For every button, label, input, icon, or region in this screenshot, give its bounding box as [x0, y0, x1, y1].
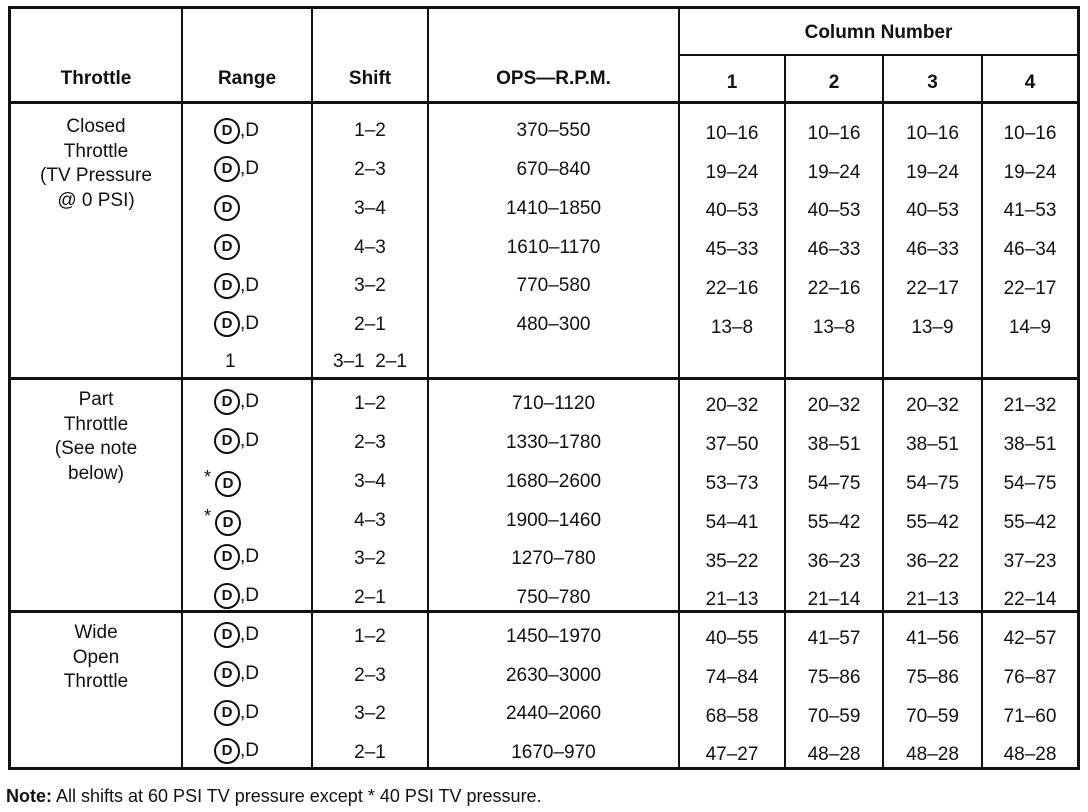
column-3-cell: 46–33 — [906, 239, 959, 260]
drive-range-icon: D — [214, 738, 240, 764]
shift-speed-table — [8, 6, 1080, 770]
column-1-cell: 22–16 — [705, 278, 759, 299]
column-1-cell: 54–41 — [705, 512, 759, 533]
column-2-cell: 19–24 — [807, 162, 861, 183]
range-suffix: ,D — [240, 313, 259, 335]
column-2-cell: 46–33 — [807, 239, 861, 260]
throttle-header: Throttle — [60, 68, 132, 89]
column-3-cell: 19–24 — [906, 162, 959, 183]
drive-range-icon: D — [215, 471, 241, 497]
range-cell — [214, 118, 259, 144]
column-2-cell: 21–14 — [807, 589, 861, 610]
drive-range-icon: D — [214, 389, 240, 415]
shift-header: Shift — [348, 68, 392, 89]
ops-rpm-cell: 370–550 — [516, 120, 591, 141]
column-2-cell: 75–86 — [807, 667, 861, 688]
range-suffix: ,D — [240, 585, 259, 607]
ops-rpm-cell: 710–1120 — [511, 393, 596, 414]
column-divider — [181, 9, 183, 767]
ops-rpm-cell: 1410–1850 — [505, 198, 602, 219]
range-cell — [214, 195, 240, 221]
range-suffix: ,D — [240, 546, 259, 568]
ops-rpm-cell: 670–840 — [516, 159, 591, 180]
column-1-cell: 21–13 — [705, 589, 759, 610]
column-1-cell: 37–50 — [705, 434, 759, 455]
ops-rpm-cell: 480–300 — [516, 314, 591, 335]
note-label: Note: — [6, 786, 52, 806]
header-bottom-rule — [11, 101, 1077, 104]
throttle-line: Throttle — [63, 140, 129, 162]
drive-range-icon: D — [214, 156, 240, 182]
throttle-line: Open — [72, 646, 120, 668]
range-header: Range — [217, 68, 277, 89]
column-4-cell: 10–16 — [1003, 123, 1057, 144]
column-4-cell: 14–9 — [1008, 317, 1052, 338]
column-4-cell: 46–34 — [1003, 239, 1057, 260]
shift-cell: 1–2 — [354, 120, 386, 141]
column-1-cell: 68–58 — [705, 706, 759, 727]
range-cell — [214, 700, 259, 726]
range-cell: 1 — [225, 351, 236, 372]
shift-cell: 4–3 — [354, 237, 386, 258]
ops-rpm-header: OPS—R.P.M. — [496, 68, 611, 89]
range-suffix: ,D — [240, 275, 259, 297]
column-2-cell: 41–57 — [807, 628, 861, 649]
shift-cell: 3–2 — [354, 548, 386, 569]
drive-range-icon: D — [214, 118, 240, 144]
drive-range-icon: D — [214, 622, 240, 648]
drive-range-icon: D — [214, 311, 240, 337]
column-3-cell: 36–22 — [906, 551, 959, 572]
column-1-cell: 53–73 — [705, 473, 759, 494]
column-4-cell: 54–75 — [1003, 473, 1057, 494]
shift-cell: 3–2 — [354, 703, 386, 724]
column-4-cell: 55–42 — [1003, 512, 1057, 533]
column-2-cell: 38–51 — [807, 434, 861, 455]
column-4-cell: 48–28 — [1003, 744, 1057, 765]
ops-rpm-cell: 1270–780 — [511, 548, 596, 569]
throttle-cell — [11, 621, 181, 695]
column-1-cell: 13–8 — [710, 317, 754, 338]
column-3-cell: 41–56 — [906, 628, 959, 649]
throttle-line: @ 0 PSI) — [57, 189, 135, 211]
shift-cell: 2–3 — [354, 665, 386, 686]
asterisk-marker: * — [204, 467, 212, 487]
range-cell — [214, 156, 259, 182]
shift-cell: 1–2 — [354, 626, 386, 647]
range-suffix: ,D — [240, 158, 259, 180]
column-4-header: 4 — [1024, 72, 1036, 93]
ops-rpm-cell: 1610–1170 — [506, 237, 601, 258]
column-2-cell: 55–42 — [807, 512, 861, 533]
range-suffix: ,D — [240, 430, 259, 452]
range-cell — [214, 389, 259, 415]
shift-cell: 2–1 — [354, 742, 386, 763]
drive-range-icon: D — [215, 510, 241, 536]
column-1-cell: 45–33 — [705, 239, 759, 260]
range-suffix: ,D — [240, 740, 259, 762]
column-4-cell: 38–51 — [1003, 434, 1057, 455]
range-suffix: ,D — [240, 663, 259, 685]
column-3-cell: 54–75 — [906, 473, 959, 494]
ops-rpm-cell: 1900–1460 — [505, 510, 602, 531]
range-suffix: ,D — [240, 702, 259, 724]
column-4-cell: 22–14 — [1003, 589, 1057, 610]
range-cell — [214, 544, 259, 570]
column-3-cell: 22–17 — [906, 278, 959, 299]
column-4-cell: 41–53 — [1003, 200, 1057, 221]
drive-range-icon: D — [214, 700, 240, 726]
drive-range-icon: D — [214, 544, 240, 570]
shift-cell: 3–2 — [354, 275, 386, 296]
column-1-cell: 40–53 — [705, 200, 759, 221]
column-1-cell: 47–27 — [705, 744, 759, 765]
throttle-line: Part — [78, 389, 114, 410]
range-cell — [214, 661, 259, 687]
column-3-cell: 21–13 — [906, 589, 959, 610]
throttle-line: (TV Pressure — [40, 165, 152, 186]
column-1-cell: 35–22 — [705, 551, 759, 572]
range-cell — [204, 506, 241, 536]
drive-range-icon: D — [214, 273, 240, 299]
column-3-cell: 13–9 — [911, 317, 954, 338]
column-3-cell: 20–32 — [906, 395, 959, 416]
column-2-cell: 36–23 — [807, 551, 861, 572]
note-text: All shifts at 60 PSI TV pressure except * 40 PSI TV pressure. — [52, 786, 542, 806]
column-3-cell: 10–16 — [906, 123, 959, 144]
range-cell — [204, 467, 241, 497]
drive-range-icon: D — [214, 195, 240, 221]
range-cell — [214, 311, 259, 337]
ops-rpm-cell: 770–580 — [516, 275, 591, 296]
column-4-cell: 37–23 — [1003, 551, 1057, 572]
column-2-cell: 20–32 — [807, 395, 861, 416]
column-number-header: Column Number — [804, 22, 953, 43]
column-2-header: 2 — [828, 72, 840, 93]
column-3-cell: 75–86 — [906, 667, 959, 688]
shift-cell: 4–3 — [354, 510, 386, 531]
range-cell — [214, 738, 259, 764]
throttle-line: Throttle — [63, 671, 129, 692]
throttle-line: Throttle — [63, 413, 129, 435]
shift-cell: 3–4 — [354, 471, 386, 492]
column-1-cell: 74–84 — [705, 667, 759, 688]
throttle-cell — [11, 388, 181, 486]
column-1-cell: 20–32 — [705, 395, 759, 416]
range-cell — [214, 273, 259, 299]
ops-rpm-cell: 1330–1780 — [505, 432, 602, 453]
column-4-cell: 42–57 — [1003, 628, 1057, 649]
group-divider — [11, 377, 1077, 380]
asterisk-marker: * — [204, 506, 212, 526]
range-cell — [214, 583, 259, 609]
column-3-cell: 40–53 — [906, 200, 959, 221]
shift-cell: 2–3 — [354, 159, 386, 180]
ops-rpm-cell: 2630–3000 — [505, 665, 602, 686]
range-cell — [214, 428, 259, 454]
drive-range-icon: D — [214, 234, 240, 260]
column-4-cell: 21–32 — [1003, 395, 1057, 416]
shift-cell: 2–1 — [354, 587, 386, 608]
ops-rpm-cell: 1450–1970 — [505, 626, 602, 647]
ops-rpm-cell: 1680–2600 — [505, 471, 602, 492]
column-3-cell: 55–42 — [906, 512, 959, 533]
ops-rpm-cell: 1670–970 — [511, 742, 596, 763]
throttle-cell — [11, 115, 181, 213]
shift-cell: 1–2 — [354, 393, 386, 414]
shift-cell: 3–4 — [354, 198, 386, 219]
range-suffix: ,D — [240, 120, 259, 142]
drive-range-icon: D — [214, 661, 240, 687]
footnote — [6, 786, 542, 807]
column-2-cell: 40–53 — [807, 200, 861, 221]
column-2-cell: 54–75 — [807, 473, 861, 494]
range-cell — [214, 234, 240, 260]
column-3-cell: 38–51 — [906, 434, 959, 455]
throttle-line: Wide — [74, 622, 118, 643]
column-2-cell: 13–8 — [812, 317, 856, 338]
ops-rpm-cell: 2440–2060 — [505, 703, 602, 724]
column-1-cell: 40–55 — [705, 628, 759, 649]
shift-cell: 2–1 — [354, 314, 386, 335]
column-4-cell: 71–60 — [1003, 706, 1057, 727]
column-1-cell: 10–16 — [705, 123, 759, 144]
column-3-header: 3 — [927, 72, 938, 93]
column-4-cell: 22–17 — [1003, 278, 1057, 299]
shift-cell: 2–3 — [354, 432, 386, 453]
range-suffix: ,D — [240, 391, 259, 413]
column-1-header: 1 — [726, 72, 738, 93]
throttle-line: (See note — [54, 438, 138, 459]
range-cell — [214, 622, 259, 648]
throttle-line: below) — [68, 462, 124, 484]
column-2-cell: 48–28 — [807, 744, 861, 765]
drive-range-icon: D — [214, 428, 240, 454]
column-2-cell: 22–16 — [807, 278, 861, 299]
column-3-cell: 70–59 — [906, 706, 959, 727]
column-1-cell: 19–24 — [705, 162, 759, 183]
range-suffix: ,D — [240, 624, 259, 646]
column-4-cell: 76–87 — [1003, 667, 1057, 688]
throttle-line: Closed — [66, 116, 126, 137]
shift-cell: 3–1 2–1 — [333, 351, 407, 372]
column-2-cell: 10–16 — [807, 123, 861, 144]
column-2-cell: 70–59 — [807, 706, 861, 727]
column-4-cell: 19–24 — [1003, 162, 1057, 183]
ops-rpm-cell: 750–780 — [516, 587, 591, 608]
drive-range-icon: D — [214, 583, 240, 609]
header-divider — [678, 54, 1077, 56]
column-3-cell: 48–28 — [906, 744, 959, 765]
